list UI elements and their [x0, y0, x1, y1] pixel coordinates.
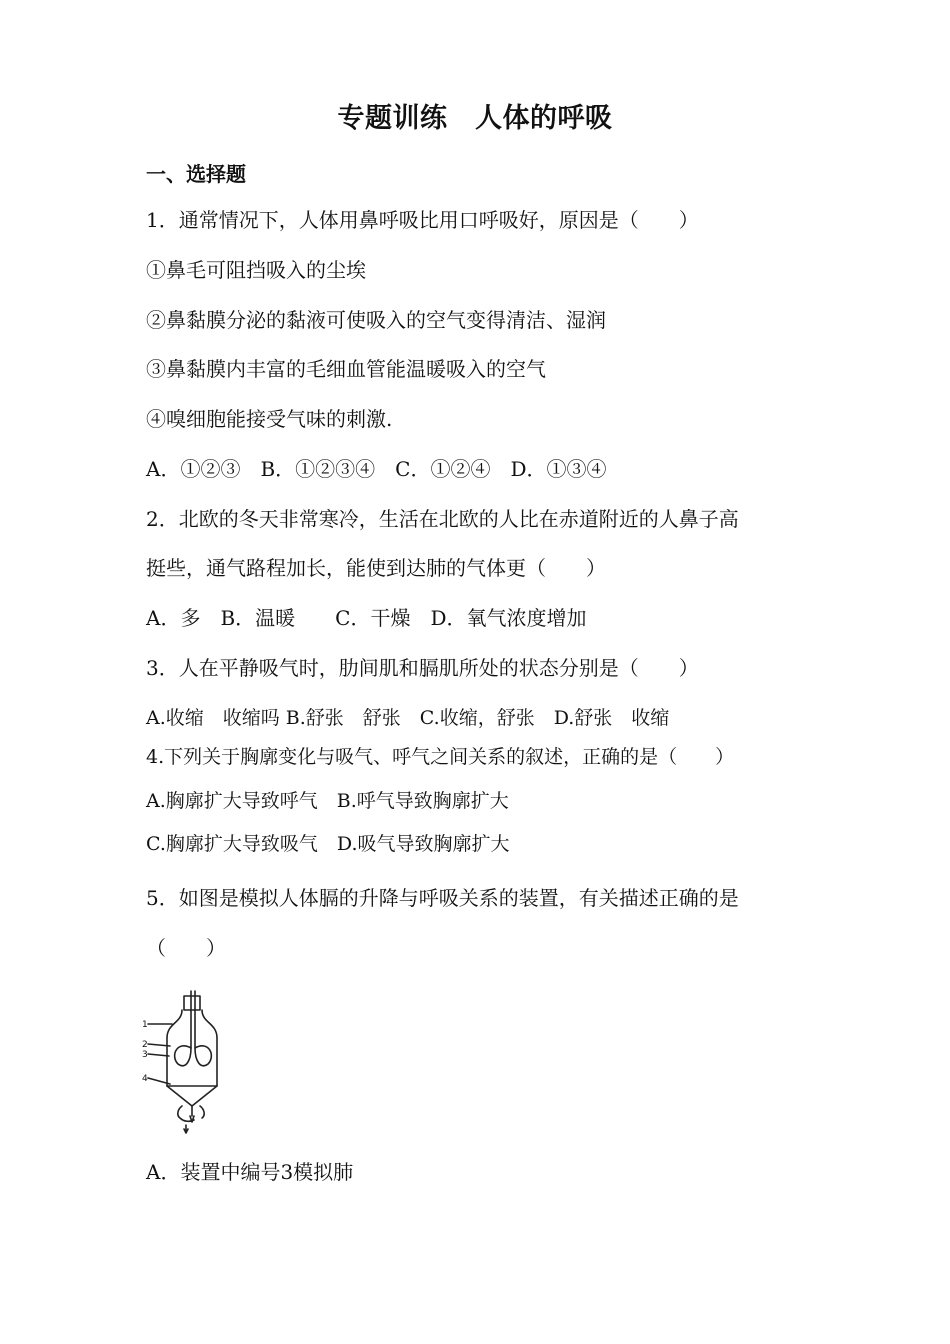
- figure-label-1: 1: [142, 1020, 148, 1030]
- section-heading: 一、选择题: [146, 162, 246, 186]
- question-1-stem: 1．通常情况下，人体用鼻呼吸比用口呼吸好，原因是（ ）: [146, 208, 699, 232]
- page-title: 专题训练 人体的呼吸: [337, 103, 613, 134]
- question-5-option-a: A．装置中编号3模拟肺: [146, 1160, 354, 1184]
- figure-label-4: 4: [142, 1074, 148, 1084]
- question-1-statement-1: ①鼻毛可阻挡吸入的尘埃: [146, 258, 366, 282]
- question-1-statement-3: ③鼻黏膜内丰富的毛细血管能温暖吸入的空气: [146, 357, 546, 381]
- figure-label-2: 2: [142, 1040, 148, 1050]
- question-4-options-line-2: C.胸廓扩大导致吸气 D.吸气导致胸廓扩大: [146, 833, 510, 855]
- question-4-stem: 4.下列关于胸廓变化与吸气、呼气之间关系的叙述，正确的是（ ）: [146, 746, 735, 768]
- question-2-stem-line-2: 挺些，通气路程加长，能使到达肺的气体更（ ）: [146, 556, 606, 580]
- question-3-stem: 3．人在平静吸气时，肋间肌和膈肌所处的状态分别是（ ）: [146, 656, 699, 680]
- figure-label-3: 3: [142, 1050, 148, 1060]
- question-1-statement-2: ②鼻黏膜分泌的黏液可使吸入的空气变得清洁、湿润: [146, 308, 606, 332]
- question-4-options-line-1: A.胸廓扩大导致呼气 B.呼气导致胸廓扩大: [146, 790, 509, 812]
- diaphragm-model-figure: [142, 988, 242, 1138]
- question-2-stem-line-1: 2．北欧的冬天非常寒冷，生活在北欧的人比在赤道附近的人鼻子高: [146, 507, 739, 531]
- question-5-stem-line-2: （ ）: [146, 936, 226, 960]
- question-2-options: A．多 B．温暖 C．干燥 D．氧气浓度增加: [146, 606, 587, 630]
- question-1-options: A．①②③ B．①②③④ C．①②④ D．①③④: [146, 457, 607, 481]
- question-5-stem-line-1: 5．如图是模拟人体膈的升降与呼吸关系的装置，有关描述正确的是: [146, 886, 739, 910]
- question-1-statement-4: ④嗅细胞能接受气味的刺激.: [146, 407, 393, 431]
- question-3-options: A.收缩 收缩吗 B.舒张 舒张 C.收缩，舒张 D.舒张 收缩: [146, 707, 670, 729]
